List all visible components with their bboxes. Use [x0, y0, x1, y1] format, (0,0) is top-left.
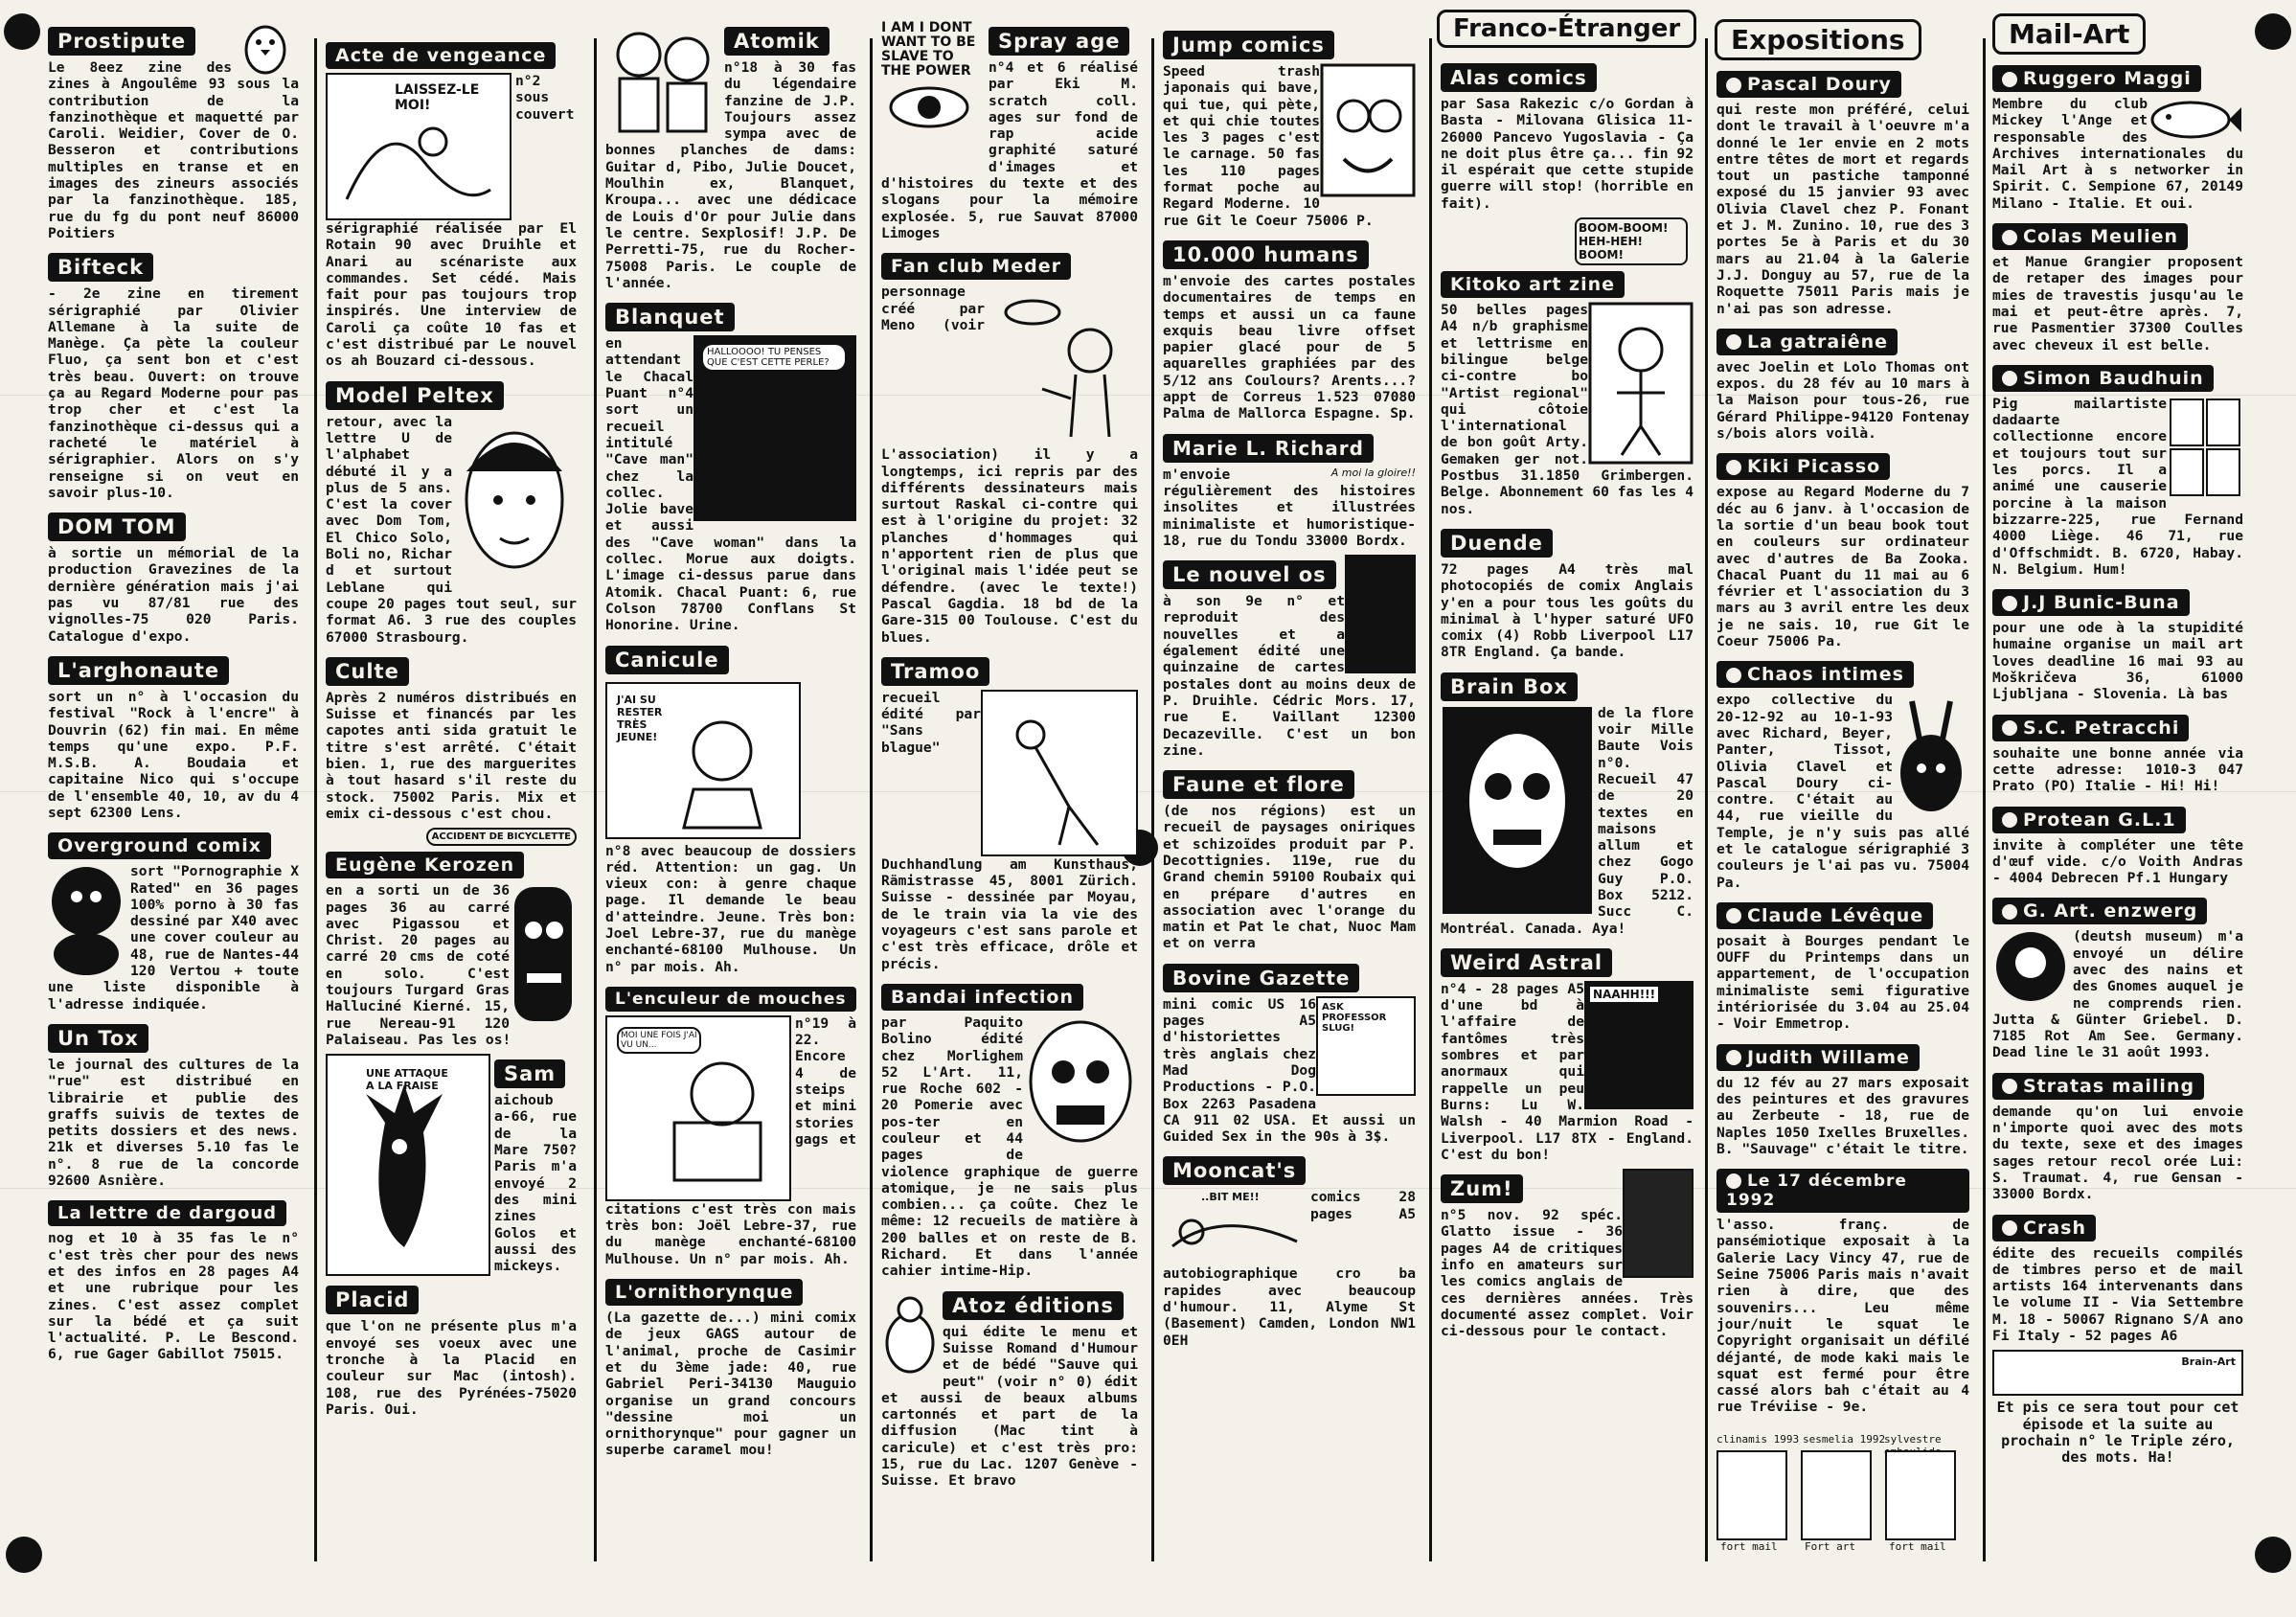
article-text: retour, avec la lettre U de l'alphabet débuté il y a plus de 5 ans. C'est la cover avec Dom Tom, El Chico Solo, Boli no, Richar d et surtout Leblane qui coupe 20 pages tout seul, sur format A6. 3 rue des couples 67000 Strasbourg. [326, 413, 577, 646]
punch-hole [2255, 1537, 2291, 1573]
article-title [1992, 898, 2207, 924]
article-dom-tom [48, 507, 299, 645]
article-text: l'asso. franç. de pansémiotique exposait à la Galerie Lacy Vincy 47, rue de Seine 75006 Paris mais n'avait rien à dire, que des souvenirs... Leu même jour/nuit le squat le Copyright organisait un défilé déjanté, de mode kaki mais le squat est fermé pour être cassé alors bah c'était au 4 rue Tréviise - 9e. [1716, 1217, 1969, 1416]
column-separator [1151, 38, 1154, 1561]
article-10000-humans [1163, 235, 1416, 422]
article-text: n°4 et 6 réalisé par Eki M. scratch coll. ages sur fond de rap acide graphité saturé d'images et d'histoires du texte et des slogans pour la mémoire explosée. 5, rue Sauvat 87000 Limoges [881, 59, 1138, 241]
article-text: mini comic US 16 pages A5 d'historiettes très anglais chez Mad Dog Productions - P.O. Box 2263 Pasadena CA 911 02 USA. Et aussi un Guided Sex in the 90s à 3$. [1163, 995, 1416, 1146]
punch-hole [2255, 13, 2291, 50]
article-pascal-doury [1716, 65, 1969, 317]
article-text: avec Joelin et Lolo Thomas ont expos. du 28 fév au 10 mars à la Maison pour tous-26, rue Gérard Philippe-94120 Fontenay s/bois alors voilà. [1716, 358, 1969, 443]
article-title: Kitoko art zine [1441, 271, 1625, 298]
article-text: - 2e zine en tirement sérigraphié par Olivier Allemane à la suite de Manège. Ça pète la couleur Fluo, ça sent bon et c'est très beau. Ouvert: on trouve ça au Regard Moderne pour pas trop cher et c'est la fanzinothèque ci-dessus qui a racheté le matériel à sérigraphier. Alors on s'y renseigne si on veut en savoir plus-10. [48, 285, 299, 501]
article-title [1992, 223, 2188, 250]
article-title: L'ornithorynque [605, 1279, 803, 1306]
article-zum [1441, 1169, 1694, 1339]
article-le-nouvel-os [1163, 555, 1416, 759]
article-lornithorynque [605, 1273, 856, 1459]
title-text: Colas Meulien [2023, 226, 2179, 248]
article-mooncats [1163, 1150, 1416, 1348]
article-kiki-picasso [1716, 447, 1969, 649]
article-stratas-mailing [1992, 1067, 2243, 1203]
stamp-label: clinamis 1993 [1716, 1433, 1800, 1446]
title-text: Ruggero Maggi [2023, 68, 2192, 89]
article-text: sort "Pornographie X Rated" en 36 pages 100% porno à 30 fas dessiné par X40 avec une cover couleur au 48, rue de Nantes-44 120 Vertou + toute une liste disponible à l'adresse indiquée. [48, 863, 299, 1013]
article-title: Sam [494, 1059, 565, 1088]
article-atomik [605, 21, 856, 291]
article-text: que l'on ne présente plus m'a envoyé ses voeux avec une tronche à la Placid en couleur sur Mac (intosh). 108, rue des Pyrénées-75020 Paris. Oui. [326, 1318, 577, 1418]
article-title: Blanquet [605, 303, 735, 331]
article-text: n°2 sous couvert sérigraphié réalisée par El Rotain 90 avec Druihle et Anari au scénariste aux commandes. Set cédé. Mais fait pour pas toujours trop inspirés. Une interview de Caroli ça coûte 10 fas et c'est distribué par Le nouvel os ah Bouzard ci-dessous. [326, 73, 577, 370]
article-title: 10.000 humans [1163, 240, 1369, 269]
article-title: Culte [326, 657, 409, 686]
article-text: recueil édité par "Sans blague" Duchhandlung am Kunsthaus, Rämistrasse 45, 8001 Zürich. Suisse - dessinée par Moyau, de le train via la vie des voyageurs c'est sans parole et c'est très efficace, drôle et précis. [881, 689, 1138, 972]
bullet-dot [2002, 812, 2017, 828]
article-title: Duende [1441, 529, 1553, 558]
section-header-franco: Franco-Étranger [1437, 10, 1696, 48]
caption: NAAHH!!! [1590, 987, 1658, 1002]
article-title: Faune et flore [1163, 770, 1354, 799]
blanquet-illustration [693, 335, 856, 521]
column-8 [1992, 59, 2243, 1611]
caption: A moi la gloire!! [1330, 466, 1416, 479]
article-sc-petracchi [1992, 709, 2243, 795]
article-title [1992, 807, 2186, 833]
article-title [1716, 329, 1898, 355]
article-jump-comics [1163, 25, 1416, 229]
zum-cover [1623, 1169, 1694, 1278]
article-text: 50 belles pages A4 n/b graphisme et lettrisme en bilingue belge ci-contre bo "Artist regional" qui côtoie l'international de bon goût Arty. Gemaken ger not. Postbus 31.1850 Grimbergen. Belge. Abonnement 60 fas les 4 nos. [1441, 302, 1694, 517]
article-title: Weird Astral [1441, 948, 1612, 977]
column-separator [870, 38, 873, 1561]
canicule-illustration [605, 682, 801, 839]
article-text: n°19 à 22. Encore 4 de steips et mini stories gags et citations c'est très con mais très bon: Joël Lebre-37, rue du manège enchanté-68100 Mulhouse. Un n° par mois. Ah. [605, 1014, 856, 1267]
article-title [1992, 589, 2190, 616]
article-title: Jump comics [1163, 31, 1334, 59]
column-3 [605, 21, 856, 1573]
article-text: par Sasa Rakezic c/o Gordan à Basta - Milovana Glisica 11-26000 Pancevo Yugoslavia - Ça ne doit plus être ça... fin 92 il espérait que cette stupide guerre will stop! (horrible en fait). [1441, 96, 1694, 212]
article-title: Un Tox [48, 1024, 148, 1053]
article-g-art-enzwerg [1992, 892, 2243, 1060]
column-2 [326, 36, 577, 1588]
stamp-image [1885, 1450, 1956, 1540]
article-text: Membre du club Mickey l'Ange et responsable des Archives internationales du Mail Art à s networker in Spirit. C. Sempione 67, 20149 Milano - Italie. Et oui. [1992, 96, 2243, 212]
article-title [1716, 661, 1914, 688]
rabbit-illustration [1893, 692, 1969, 816]
article-text: le journal des cultures de la "rue" est distribué en librairie et publie des graffs suivis de textes de petits dossiers et des news. 21k et diverses 5.10 fas le n°. 8 rue de la concorde 92600 Asnière. [48, 1056, 299, 1190]
article-title: Marie L. Richard [1163, 434, 1374, 463]
article-protean-gl1 [1992, 801, 2243, 887]
article-culte [326, 651, 577, 843]
article-title: Tramoo [881, 657, 989, 686]
article-title: Bandai infection [881, 984, 1083, 1011]
spray-age-cover [881, 21, 985, 174]
bullet-dot [2002, 1220, 2017, 1236]
article-la-gatraiene [1716, 323, 1969, 442]
column-separator [1429, 38, 1432, 1561]
mooncats-illustration [1163, 1189, 1307, 1265]
sam-illustration [326, 1054, 490, 1276]
fish-illustration [2148, 96, 2243, 144]
article-text: nog et 10 à 35 fas le n° c'est très cher pour des news et des infos en 28 pages A4 et une rubrique pour les zines. C'est assez complet sur la bédé et ça suit l'actualité. P. Le Bescond. 6, rue Gager Gabillot 75015. [48, 1230, 299, 1363]
article-title [1716, 453, 1890, 480]
article-duende [1441, 523, 1694, 661]
section-header-expositions: Expositions [1715, 19, 1921, 60]
title-text: S.C. Petracchi [2023, 717, 2180, 739]
title-text: Simon Baudhuin [2023, 367, 2204, 389]
skull-illustration [1023, 1014, 1138, 1149]
bullet-dot [2002, 720, 2017, 736]
article-text: du 12 fév au 27 mars exposait des peintures et des gravures au Zerbeute - 18, rue de Naples 1050 Ixelles Bruxelles. B. "Sauvage" c'était le titre. [1716, 1074, 1969, 1157]
article-title: Bifteck [48, 253, 153, 282]
article-text: (deutsh museum) m'a envoyé un délire avec des nains et des Gnomes auquel je ne comprends rien. Jutta & Günter Griebel. D. 7185 Rot Am See. Germany. Dead line le 31 août 1993. [1992, 928, 2243, 1061]
article-sam [326, 1054, 577, 1274]
article-bandai-infection [881, 978, 1138, 1280]
portrait-illustration [452, 414, 577, 596]
bullet-dot [1726, 334, 1741, 350]
stamp-label: sesmelia 1992 [1803, 1433, 1886, 1446]
article-title: Model Peltex [326, 381, 504, 410]
article-kitoko-art-zine [1441, 265, 1694, 517]
article-text: par Paquito Bolino édité chez Morlighem 52 L'Art. 11, rue Roche 602 - 20 Pomerie avec pos-ter en couleur et 44 pages de violence graphique de guerre atomique, je ne sais plus combien... ça coûte. Chez le même: 12 recueils de matière à 200 balles et on reste de B. Richard. Et dans l'année cahier intime-Hip. [881, 1013, 1138, 1280]
article-text: personnage créé par Meno (voir L'association) il y a longtemps, ici repris par des différents dessinateurs mais surtout Raskal ci-contre qui est à l'origine du projet: 32 planches d'hommages qui n'apportent rien de plus que l'original mais l'idée peut se défendre. (avec le texte!) Pascal Gagdia. 18 bd de la Gare-315 00 Toulouse. C'est du blues. [881, 284, 1138, 646]
article-placid [326, 1280, 577, 1418]
column-7 [1716, 65, 1969, 1617]
article-title: Canicule [605, 646, 729, 674]
title-text: Stratas mailing [2023, 1075, 2195, 1097]
article-spray-age [881, 21, 1138, 241]
caption: ASK PROFESSOR SLUG! [1322, 1001, 1387, 1034]
comix-figure-illustration [48, 863, 125, 978]
article-bifteck [48, 247, 299, 501]
bovine-illustration [1316, 996, 1416, 1096]
bullet-dot [2002, 1079, 2017, 1094]
pig-stamps-illustration [2167, 396, 2243, 501]
article-title: Le nouvel os [1163, 560, 1336, 589]
article-text: m'envoie régulièrement des histoires insolites et illustrées minimaliste et humoristique-18, rue du Tondu 33000 Bordx. [1163, 466, 1416, 549]
tramoo-illustration [981, 690, 1138, 856]
stamp-image [1801, 1450, 1872, 1540]
article-title: Zum! [1441, 1174, 1523, 1203]
bullet-dot [1726, 78, 1741, 93]
article-text: (La gazette de...) mini comix de jeux GAGS autour de l'animal, proche de Casimir et du 3ème jade: 40, rue Gabriel Peri-34130 Mauguio organise un grand concours "dessine moi un ornithorynque" pour gagner un superbe caramel mou! [605, 1310, 856, 1459]
bullet-dot [2002, 371, 2017, 386]
bullet-dot [2002, 904, 2017, 920]
article-title: L'arghonaute [48, 656, 229, 685]
article-text: Pig mailartiste dadaarte collectionne encore et toujours tout sur les porcs. Il a animé une causerie porcine à la maison bizzarre-225, rue Fernand 4000 Liège. 46 71, rue d'Offschmidt. B. 6720, Habay. N. Belgium. Hum! [1992, 395, 2243, 578]
article-text: demande qu'on lui envoie n'importe quoi avec des mots du texte, sexe et des images sages retour recol orée Lui: S. Traumat. 4, rue Gensan - 33000 Bordx. [1992, 1103, 2243, 1203]
article-title: Prostipute [48, 27, 195, 56]
bullet-dot [2002, 596, 2017, 611]
article-text: (de nos régions) est un recueil de paysages oniriques et schizoïdes produit par P. Decottignies. 119e, rue du Grand chemin 59100 Roubaix qui en prépare d'autres en association avec l'orange du matin et Pat le chat, Nuoc Mam et on verra [1163, 803, 1416, 952]
article-title [1716, 1169, 1969, 1213]
article-alas-comics [1441, 57, 1694, 265]
article-title: Bovine Gazette [1163, 964, 1359, 992]
caption: ..BIT ME!! [1201, 1191, 1260, 1204]
article-eugene-kerozen [326, 846, 577, 1048]
title-text: Le 17 décembre 1992 [1726, 1172, 1907, 1211]
speech-bubble: J'AI SU RESTER TRÈS JEUNE! [617, 693, 663, 743]
article-crash [1992, 1209, 2243, 1345]
article-simon-baudhuin [1992, 359, 2243, 578]
article-brain-box [1441, 667, 1694, 937]
article-text: sort un n° à l'occasion du festival "Rock à l'encre" à Douvrin (62) fin mai. En même temps qu'une expo. P.F. M.S.B. A. Boudaia et capitaine Nico qui s'occupe de l'ensemble 40, 10, av du 4 sept 62300 Lens. [48, 688, 299, 821]
title-text: Chaos intimes [1747, 664, 1904, 686]
penguin-illustration [232, 21, 299, 75]
article-fan-club-meder [881, 247, 1138, 646]
mask-illustration [510, 882, 577, 1026]
article-colas-meulien [1992, 217, 2243, 353]
punch-hole [4, 13, 40, 50]
article-canicule [605, 640, 856, 975]
stamp-image [1716, 1450, 1787, 1540]
article-title [1992, 365, 2214, 392]
article-judith-willame [1716, 1038, 1969, 1157]
eye-illustration [881, 79, 977, 136]
article-text: qui édite le menu et Suisse Romand d'Humour et de bédé "Sauve qui peut" (voir n° 0) édit et aussi de beaux albums cartonnés et part de la diffusion (Mac tint à caricule) et c'est très pro: 15, rue du Lac. 1207 Genève - Suisse. Et bravo [881, 1323, 1138, 1490]
article-model-peltex [326, 376, 577, 646]
article-text: de la flore voir Mille Baute Vois n°0. Recueil 47 de 20 textes en maisons allum et chez Gogo Guy P.O. Box 5212. Succ C. Montréal. Canada. Aya! [1441, 704, 1694, 937]
article-text: n°8 avec beaucoup de dossiers réd. Attention: un gag. Un vieux con: à genre chaque page. Il demande le beau d'atteindre. Jeune. Très bon: Joel Lebre-37, rue du manège enchanté-68100 Mulhouse. Un n° par mois. Ah. [605, 842, 856, 975]
article-title: Alas comics [1441, 63, 1597, 92]
article-title: Spray age [989, 27, 1129, 56]
couple-illustration [605, 21, 720, 136]
column-separator [1983, 38, 1986, 1561]
article-title: Mooncat's [1163, 1156, 1306, 1185]
crash-stamps-illustration [1992, 1350, 2243, 1396]
article-weird-astral [1441, 943, 1694, 1163]
article-text: aichoub a-66, rue de la Mare 750? Paris m'a envoyé 2 des mini zines Golos et aussi des mickeys. [494, 1092, 577, 1275]
article-atoz-editions [881, 1286, 1138, 1490]
article-text: en a sorti un de 36 pages 36 au carré avec Pigassou et Christ. 20 pages au carré 20 cms de coté en solo. C'est toujours Turgard Gras Halluciné Kierné. 15, rue Nereau-91 120 Palaiseau. Pas les os! [326, 882, 511, 1048]
article-title [1716, 71, 1901, 98]
article-title: Fan club Meder [881, 253, 1071, 280]
stamp-label: sylvestre [1884, 1433, 1942, 1446]
section-header-mailart: Mail-Art [1992, 13, 2146, 55]
article-text: expose au Regard Moderne du 7 déc au 6 janv. à l'occasion de la sortie d'un beau book tout en couleurs sur ordinateur avec d'autres de Ba Zooka. Chacal Puant du 11 mai au 6 février et l'association du 3 mars au 3 avril entre les deux je ne sais. 10, rue Git le Coeur 75006 Pa. [1716, 484, 1969, 650]
speech-bubble: HALLOOOO! TU PENSES QUE C'EST CETTE PERLE? [703, 345, 845, 370]
article-17-decembre [1716, 1163, 1969, 1416]
column-1 [48, 21, 299, 1573]
article-title: L'enculeur de mouches [605, 987, 856, 1012]
article-chaos-intimes [1716, 655, 1969, 891]
article-title: Brain Box [1441, 672, 1578, 701]
bullet-dot [1726, 460, 1741, 475]
article-text: en attendant le Chacal Puant n°4 sort un recueil intitulé "Cave man" chez la collec. Jolie bave et aussi des "Cave woman" dans la collec. Morue aux doigts. L'image ci-dessus parue dans Atomik. Chacal Puant: 6, rue Colson 78700 Conflans St Honorine. Urine. [605, 335, 856, 634]
mouches-illustration [605, 1015, 791, 1201]
stamp-label: Brain-Art [2181, 1355, 2236, 1369]
column-6 [1441, 57, 1694, 1609]
article-jj-bunic-buna [1992, 583, 2243, 702]
article-tramoo [881, 651, 1138, 972]
closing-note [1992, 1400, 2243, 1466]
bird-illustration [881, 1286, 939, 1381]
title-text: Kiki Picasso [1747, 456, 1881, 478]
article-marie-l-richard [1163, 428, 1416, 549]
article-title [1992, 1073, 2204, 1100]
title-text: J.J Bunic-Buna [2023, 592, 2180, 614]
title-text: Pascal Doury [1747, 74, 1892, 95]
column-5 [1163, 25, 1416, 1577]
article-un-tox [48, 1018, 299, 1189]
article-text: n°5 nov. 92 spéc. Glatto issue - 36 pages A4 de critiques info en amateurs sur les comics anglais de ces dernières années. Très documenté assez complet. Voir ci-dessous pour le contact. [1441, 1207, 1694, 1340]
article-text: qui reste mon préféré, celui dont le travail à l'oeuvre m'a donné le 1er envie en 2 mots entre têtes de mort et regards tout un pastiche tamponné exposé du 15 janvier 93 avec Olivia Clavel chez P. Fonant et J. M. Zunino. 10, rue des 3 portes 5e à Paris et du 30 mars au 21.04 à la Galerie J.J. Donguy au 57, rue de la Roquette 75011 Paris mais je n'ai pas son adresse. [1716, 102, 1969, 317]
article-title [1716, 902, 1933, 929]
article-title: Atomik [724, 27, 830, 56]
jump-face-illustration [1320, 63, 1416, 197]
title-text: Crash [2023, 1217, 2086, 1239]
article-text: pour une ode à la stupidité humaine organise un mail art loves deadline 16 mai 93 au Moškričeva 36, 61000 Ljubljana - Slovenia. Là bas [1992, 620, 2243, 703]
article-title: Overground comix [48, 832, 271, 859]
bullet-dot [1726, 1173, 1741, 1189]
article-text: n°4 - 28 pages A5 d'une bd à l'affaire de fantômes très sombres et par anormaux qui rappelle un peu Burns: Lu W. Walsh - 40 Marmion Road - Liverpool. L17 8TX - England. C'est du bon! [1441, 980, 1694, 1163]
weird-astral-illustration [1584, 981, 1694, 1109]
title-text: G. Art. enzwerg [2023, 900, 2198, 922]
article-text: posait à Bourges pendant le OUFF du Printemps dans un appartement, de l'occupation minimaliste semi figurative intériorisée du 3.04 au 25.04 - Voir Emmetrop. [1716, 932, 1969, 1033]
article-lenculeur-de-mouches [605, 981, 856, 1267]
article-title [1992, 65, 2201, 92]
article-text: expo collective du 20-12-92 au 10-1-93 avec Richard, Beyer, Panter, Tissot, Olivia Clavel et Pascal Doury ci-contre. C'était au 44, rue vieille du Temple, je n'y suis pas allé et le catalogue sérigraphié 3 couleurs je l'ai pas vu. 75004 Pa. [1716, 692, 1969, 891]
article-text: et Manue Grangier proposent de retaper des images pour mies de travestis jusqu'au le mai et peut-être après. 7, rue Pasmentier 37300 Coulles avec cheveux il est belle. [1992, 254, 2243, 353]
vengeance-illustration [326, 73, 511, 220]
article-acte-de-vengeance [326, 36, 577, 370]
bullet-dot [1726, 1050, 1741, 1065]
bullet-dot [1726, 908, 1741, 923]
article-text: Speed trash japonais qui bave, qui tue, qui pète, et qui chie toutes les 3 pages c'est le carnage. 50 fas les 110 pages format poche au Regard Moderne. 10 rue Git le Coeur 75006 P. [1163, 63, 1374, 229]
article-title: Atoz éditions [943, 1291, 1124, 1320]
article-title [1992, 715, 2189, 741]
column-separator [594, 38, 597, 1561]
caption-bubble: ACCIDENT DE BICYCLETTE [426, 828, 577, 846]
article-claude-leveque [1716, 897, 1969, 1033]
article-text: Après 2 numéros distribués en Suisse et financés par les capotes anti sida gratuit le titre s'est arrêté. C'était bien. 1, rue des marguerites à tout hasard s'il reste du stock. 75002 Paris. Mix et emix ci-dessous c'est chou. [326, 689, 577, 822]
article-title [1716, 1044, 1920, 1071]
article-la-lettre-de-dargoud [48, 1195, 299, 1362]
meder-illustration [985, 284, 1138, 446]
column-separator [1705, 38, 1708, 1561]
article-title: Acte de vengeance [326, 42, 556, 69]
bullet-dot [1726, 668, 1741, 683]
article-prostipute [48, 21, 299, 241]
article-text: comics 28 pages A5 autobiographique cro ba rapides avec beaucoup d'humour. 11, Alyme St (Basement) Camden, London NW1 0EH [1163, 1189, 1416, 1349]
stamps-strip [1716, 1433, 1975, 1558]
gnome-illustration [1992, 928, 2069, 1005]
cover-slogan: I AM I DONT WANT TO BE SLAVE TO THE POWER [881, 21, 976, 79]
column-separator [314, 38, 317, 1561]
article-title: La lettre de dargoud [48, 1200, 286, 1226]
article-text: Le 8eez zine des zines à Angoulême 93 sous la contribution de la fanzinothèque et maquetté par Caroli. Weidier, Cover de O. Besseron et contributions multiples en transe et en images des zineurs associés par la fanzinothèque. 185, rue du fg du pont neuf 86000 Poitiers [48, 59, 299, 241]
article-text: édite des recueils compilés de timbres perso et de mail artists 164 intervenants dans le volume II - Via Settembre M. 18 - 50067 Rignano S/A ano Fi Italy - 52 pages A6 [1992, 1244, 2243, 1345]
article-overground-comix [48, 827, 299, 1013]
punch-hole [6, 1537, 42, 1573]
bullet-dot [2002, 72, 2017, 87]
article-larghonaute [48, 650, 299, 821]
article-ruggero-maggi [1992, 59, 2243, 212]
speech-bubble: UNE ATTAQUE A LA FRAISE [366, 1067, 448, 1093]
kitoko-illustration [1588, 302, 1694, 465]
boom-bubble: BOOM-BOOM! HEH-HEH! BOOM! [1575, 217, 1688, 265]
speech-bubble: MOI UNE FOIS J'AI VU UN... [617, 1027, 701, 1054]
article-bovine-gazette [1163, 958, 1416, 1146]
article-text: 72 pages A4 très mal photocopiés de comix Anglais y'en a pour tous les goûts du minimal à l'hyper saturé UFO comix (4) Robb Liverpool L17 8TR England. Ça bande. [1441, 560, 1694, 661]
title-text: Claude Lévêque [1747, 904, 1924, 926]
title-text: La gatraiêne [1747, 330, 1889, 353]
article-title: Eugène Kerozen [326, 852, 524, 878]
article-text: souhaite une bonne année via cette adresse: 1010-3 047 Prato (PO) Italie - Hi! Hi! [1992, 744, 2243, 795]
nouvel-os-cover [1345, 555, 1416, 673]
article-faune-et-flore [1163, 764, 1416, 952]
stamp-label: fort mail [1889, 1540, 1946, 1553]
title-text: Judith Willame [1747, 1046, 1910, 1068]
closing-text: Et pis ce sera tout pour cet épisode et la suite au prochain n° le Triple zéro, des mots. Ha! [1996, 1399, 2239, 1467]
article-text: n°18 à 30 fas du légendaire fanzine de J.P. Toujours assez sympa avec de bonnes planches de dams: Guitar d, Pibo, Julie Doucet, Moulhin ex, Blanquet, Kroupa... avec une dédicace de Louis d'Or pour Julie dans le centre. Sexplosif! J.P. De Perretti-75, rue du Rocher-75008 Paris. Le couple de l'année. [605, 59, 856, 291]
brain-box-illustration [1441, 705, 1594, 916]
article-text: m'envoie des cartes postales documentaires de temps en temps et aussi un ca faune exquis beau livre offset papier glacé pour de 5 aquarelles graphiées par des 5/12 ans Coulours? Arents...? appt de Correus 1.523 07080 Palma de Mallorca Espagne. Sp. [1163, 272, 1416, 422]
article-title: Placid [326, 1286, 419, 1314]
article-text: à sortie un mémorial de la production Gravezines de la dernière génération mais j'ai pas vu 87/81 rue des vignolles-75 020 Paris. Catalogue d'expo. [48, 545, 299, 645]
title-text: Protean G.L.1 [2023, 808, 2176, 831]
article-title: DOM TOM [48, 512, 186, 541]
stamp-label: fort mail [1720, 1540, 1778, 1553]
bullet-dot [2002, 230, 2017, 245]
article-blanquet [605, 297, 856, 633]
stamp-label: Fort art [1805, 1540, 1855, 1553]
column-4 [881, 21, 1138, 1573]
article-title [1992, 1215, 2096, 1241]
article-text: invite à compléter une tête d'œuf vide. c/o Voith Andras - 4004 Debrecen Pf.1 Hungary [1992, 836, 2243, 887]
article-text: à son 9e n° et reproduit des nouvelles et a également édité une quinzaine de cartes postales dont au moins deux de P. Druihle. Cédric Mors. 17, rue E. Vaillant 12300 Decazeville. C'est un bon zine. [1163, 593, 1416, 759]
speech-bubble: LAISSEZ-LE MOI! [395, 82, 480, 113]
